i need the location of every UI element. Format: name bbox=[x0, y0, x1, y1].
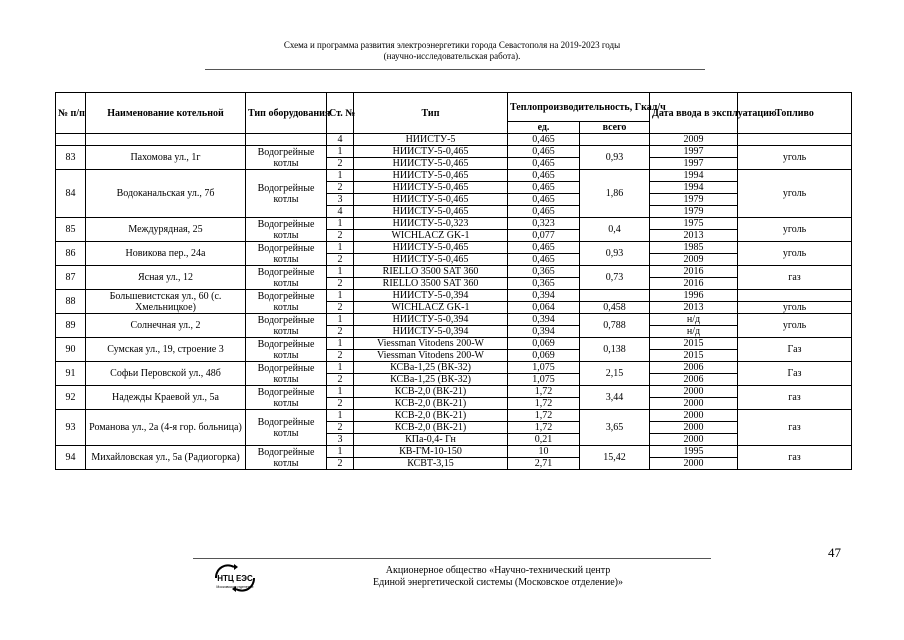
header-divider bbox=[205, 69, 705, 70]
cell-station-number: 3 bbox=[327, 434, 354, 446]
cell-date: н/д bbox=[650, 326, 738, 338]
col-header-station-number: Ст. № bbox=[327, 93, 354, 134]
cell-type: КСВТ-3,15 bbox=[354, 458, 508, 470]
cell-capacity-unit: 0,465 bbox=[508, 134, 580, 146]
cell-type: КСВ-2,0 (ВК-21) bbox=[354, 386, 508, 398]
cell-capacity-unit: 0,394 bbox=[508, 314, 580, 326]
cell-fuel: уголь bbox=[738, 218, 852, 242]
table-row bbox=[56, 386, 852, 398]
cell-date: 1979 bbox=[650, 206, 738, 218]
cell-num: 92 bbox=[56, 386, 86, 410]
cell-date: 1997 bbox=[650, 158, 738, 170]
cell-capacity-unit: 0,465 bbox=[508, 170, 580, 182]
cell-date: 2009 bbox=[650, 134, 738, 146]
cell-fuel: уголь bbox=[738, 242, 852, 266]
cell-fuel bbox=[738, 134, 852, 146]
cell-date: 2016 bbox=[650, 266, 738, 278]
cell-capacity-unit: 0,069 bbox=[508, 350, 580, 362]
cell-boiler-name: Большевистская ул., 60 (с. Хмельницкое) bbox=[86, 290, 246, 314]
cell-station-number: 2 bbox=[327, 182, 354, 194]
cell-boiler-name: Романова ул., 2а (4-я гор. больница) bbox=[86, 410, 246, 446]
logo-subtext: Московское отделение bbox=[216, 585, 254, 589]
cell-equipment: Водогрейные котлы bbox=[246, 266, 327, 290]
cell-capacity-unit: 1,72 bbox=[508, 398, 580, 410]
cell-capacity-unit: 0,323 bbox=[508, 218, 580, 230]
cell-station-number: 2 bbox=[327, 326, 354, 338]
cell-station-number: 1 bbox=[327, 386, 354, 398]
cell-date: 2013 bbox=[650, 302, 738, 314]
cell-capacity-total: 1,86 bbox=[580, 170, 650, 218]
cell-capacity-total: 0,4 bbox=[580, 218, 650, 242]
cell-num: 93 bbox=[56, 410, 86, 446]
table-row bbox=[56, 242, 852, 254]
cell-equipment: Водогрейные котлы bbox=[246, 410, 327, 446]
cell-boiler-name bbox=[86, 134, 246, 146]
cell-capacity-unit: 0,069 bbox=[508, 338, 580, 350]
cell-station-number: 2 bbox=[327, 398, 354, 410]
cell-date: 2016 bbox=[650, 278, 738, 290]
cell-date: 2000 bbox=[650, 398, 738, 410]
cell-date: 1994 bbox=[650, 182, 738, 194]
cell-capacity-unit: 0,064 bbox=[508, 302, 580, 314]
cell-boiler-name: Водоканальская ул., 7б bbox=[86, 170, 246, 218]
cell-type: WICHLACZ GK-1 bbox=[354, 302, 508, 314]
cell-fuel: Газ bbox=[738, 338, 852, 362]
cell-boiler-name: Ясная ул., 12 bbox=[86, 266, 246, 290]
cell-type: НИИСТУ-5-0,465 bbox=[354, 206, 508, 218]
cell-boiler-name: Надежды Краевой ул., 5а bbox=[86, 386, 246, 410]
cell-type: КСВ-2,0 (ВК-21) bbox=[354, 422, 508, 434]
table-row bbox=[56, 314, 852, 326]
cell-equipment: Водогрейные котлы bbox=[246, 146, 327, 170]
cell-capacity-unit: 1,075 bbox=[508, 374, 580, 386]
cell-type: НИИСТУ-5-0,465 bbox=[354, 170, 508, 182]
cell-date: н/д bbox=[650, 314, 738, 326]
cell-capacity-unit: 0,465 bbox=[508, 206, 580, 218]
cell-station-number: 1 bbox=[327, 218, 354, 230]
cell-num: 83 bbox=[56, 146, 86, 170]
cell-num: 87 bbox=[56, 266, 86, 290]
cell-equipment: Водогрейные котлы bbox=[246, 242, 327, 266]
cell-type: НИИСТУ-5-0,394 bbox=[354, 290, 508, 302]
cell-type: НИИСТУ-5-0,394 bbox=[354, 326, 508, 338]
cell-station-number: 1 bbox=[327, 410, 354, 422]
cell-date: 2006 bbox=[650, 362, 738, 374]
col-header-type: Тип bbox=[354, 93, 508, 134]
cell-station-number: 1 bbox=[327, 314, 354, 326]
cell-date: 2000 bbox=[650, 410, 738, 422]
cell-capacity-unit: 1,72 bbox=[508, 386, 580, 398]
cell-type: КВ-ГМ-10-150 bbox=[354, 446, 508, 458]
cell-capacity-unit: 1,72 bbox=[508, 410, 580, 422]
cell-capacity-total bbox=[580, 290, 650, 302]
cell-date: 2013 bbox=[650, 230, 738, 242]
cell-date: 2000 bbox=[650, 422, 738, 434]
page-number: 47 bbox=[828, 545, 841, 560]
cell-date: 2015 bbox=[650, 350, 738, 362]
cell-type: КСВ-2,0 (ВК-21) bbox=[354, 398, 508, 410]
cell-capacity-unit: 0,465 bbox=[508, 194, 580, 206]
cell-capacity-total: 0,93 bbox=[580, 242, 650, 266]
cell-type: НИИСТУ-5-0,465 bbox=[354, 146, 508, 158]
cell-capacity-total: 3,65 bbox=[580, 410, 650, 446]
cell-boiler-name: Новикова пер., 24а bbox=[86, 242, 246, 266]
table-row bbox=[56, 410, 852, 422]
cell-capacity-unit: 0,465 bbox=[508, 146, 580, 158]
cell-boiler-name: Михайловская ул., 5а (Радиогорка) bbox=[86, 446, 246, 470]
cell-capacity-total: 15,42 bbox=[580, 446, 650, 470]
cell-boiler-name: Пахомова ул., 1г bbox=[86, 146, 246, 170]
cell-type: НИИСТУ-5-0,465 bbox=[354, 242, 508, 254]
cell-type: НИИСТУ-5-0,394 bbox=[354, 314, 508, 326]
cell-capacity-total: 0,73 bbox=[580, 266, 650, 290]
table-row bbox=[56, 290, 852, 302]
footer-org-line2: Единой энергетической системы (Московское отделение)» bbox=[373, 577, 623, 588]
cell-num: 89 bbox=[56, 314, 86, 338]
document-header-title: Схема и программа развития электроэнергетики города Севастополя на 2019-2023 годы bbox=[283, 40, 621, 50]
cell-boiler-name: Софьи Перовской ул., 48б bbox=[86, 362, 246, 386]
cell-date: 1994 bbox=[650, 170, 738, 182]
cell-type: НИИСТУ-5-0,465 bbox=[354, 182, 508, 194]
cell-station-number: 1 bbox=[327, 290, 354, 302]
cell-equipment: Водогрейные котлы bbox=[246, 446, 327, 470]
cell-capacity-unit: 0,465 bbox=[508, 158, 580, 170]
cell-fuel: газ bbox=[738, 266, 852, 290]
table-row bbox=[56, 170, 852, 182]
cell-type: Viessman Vitodens 200-W bbox=[354, 338, 508, 350]
cell-station-number: 1 bbox=[327, 266, 354, 278]
footer-divider bbox=[193, 558, 711, 559]
col-header-date: Дата ввода в эксплуатацию bbox=[650, 93, 738, 134]
cell-equipment: Водогрейные котлы bbox=[246, 338, 327, 362]
cell-station-number: 2 bbox=[327, 254, 354, 266]
cell-station-number: 2 bbox=[327, 278, 354, 290]
table-row bbox=[56, 134, 852, 146]
cell-date: 2000 bbox=[650, 434, 738, 446]
cell-station-number: 4 bbox=[327, 134, 354, 146]
col-header-capacity-total: всего bbox=[580, 122, 650, 134]
cell-equipment bbox=[246, 134, 327, 146]
cell-capacity-unit: 0,077 bbox=[508, 230, 580, 242]
cell-capacity-unit: 0,465 bbox=[508, 254, 580, 266]
cell-fuel: уголь bbox=[738, 146, 852, 170]
col-header-name: Наименование котельной bbox=[86, 93, 246, 134]
cell-boiler-name: Междурядная, 25 bbox=[86, 218, 246, 242]
cell-type: КСВа-1,25 (ВК-32) bbox=[354, 362, 508, 374]
cell-type: КПа-0,4- Гн bbox=[354, 434, 508, 446]
cell-type: КСВа-1,25 (ВК-32) bbox=[354, 374, 508, 386]
cell-station-number: 1 bbox=[327, 242, 354, 254]
cell-date: 2015 bbox=[650, 338, 738, 350]
cell-type: НИИСТУ-5-0,323 bbox=[354, 218, 508, 230]
cell-date: 1997 bbox=[650, 146, 738, 158]
col-header-capacity: Теплопроизводительность, Гкал/ч bbox=[508, 93, 650, 122]
cell-fuel: газ bbox=[738, 446, 852, 470]
table-row bbox=[56, 146, 852, 158]
cell-capacity-unit: 1,075 bbox=[508, 362, 580, 374]
cell-fuel: уголь bbox=[738, 170, 852, 218]
boiler-table bbox=[55, 92, 852, 470]
cell-num: 88 bbox=[56, 290, 86, 314]
cell-capacity-unit: 0,394 bbox=[508, 326, 580, 338]
cell-date: 2000 bbox=[650, 458, 738, 470]
cell-num: 90 bbox=[56, 338, 86, 362]
logo-text: НТЦ ЕЭС bbox=[217, 574, 253, 583]
col-header-capacity-unit: ед. bbox=[508, 122, 580, 134]
cell-fuel: уголь bbox=[738, 302, 852, 314]
cell-station-number: 2 bbox=[327, 422, 354, 434]
cell-equipment: Водогрейные котлы bbox=[246, 362, 327, 386]
cell-fuel: уголь bbox=[738, 314, 852, 338]
ntc-ees-logo-icon bbox=[206, 562, 264, 594]
cell-station-number: 2 bbox=[327, 374, 354, 386]
footer-org-line1: Акционерное общество «Научно-технический центр bbox=[385, 565, 611, 576]
cell-station-number: 1 bbox=[327, 170, 354, 182]
cell-station-number: 2 bbox=[327, 158, 354, 170]
cell-type: RIELLO 3500 SAT 360 bbox=[354, 278, 508, 290]
cell-num: 94 bbox=[56, 446, 86, 470]
cell-station-number: 2 bbox=[327, 458, 354, 470]
cell-equipment: Водогрейные котлы bbox=[246, 218, 327, 242]
cell-equipment: Водогрейные котлы bbox=[246, 386, 327, 410]
cell-equipment: Водогрейные котлы bbox=[246, 290, 327, 314]
table-row bbox=[56, 446, 852, 458]
cell-date: 1975 bbox=[650, 218, 738, 230]
document-header-subtitle: (научно-исследовательская работа). bbox=[383, 51, 521, 61]
cell-date: 1985 bbox=[650, 242, 738, 254]
cell-fuel: газ bbox=[738, 410, 852, 446]
cell-boiler-name: Сумская ул., 19, строение 3 bbox=[86, 338, 246, 362]
cell-capacity-unit: 0,21 bbox=[508, 434, 580, 446]
cell-capacity-unit: 0,365 bbox=[508, 266, 580, 278]
col-header-equipment: Тип оборудования bbox=[246, 93, 327, 134]
cell-type: НИИСТУ-5-0,465 bbox=[354, 158, 508, 170]
table-row bbox=[56, 266, 852, 278]
cell-station-number: 1 bbox=[327, 446, 354, 458]
cell-capacity-unit: 0,365 bbox=[508, 278, 580, 290]
cell-capacity-total: 0,788 bbox=[580, 314, 650, 338]
cell-num: 91 bbox=[56, 362, 86, 386]
cell-fuel: газ bbox=[738, 386, 852, 410]
cell-num: 86 bbox=[56, 242, 86, 266]
cell-date: 1979 bbox=[650, 194, 738, 206]
cell-type: НИИСТУ-5 bbox=[354, 134, 508, 146]
cell-station-number: 3 bbox=[327, 194, 354, 206]
cell-capacity-total: 0,138 bbox=[580, 338, 650, 362]
cell-equipment: Водогрейные котлы bbox=[246, 170, 327, 218]
cell-fuel bbox=[738, 290, 852, 302]
cell-station-number: 1 bbox=[327, 362, 354, 374]
cell-station-number: 2 bbox=[327, 230, 354, 242]
cell-capacity-total: 3,44 bbox=[580, 386, 650, 410]
cell-type: Viessman Vitodens 200-W bbox=[354, 350, 508, 362]
table-row bbox=[56, 218, 852, 230]
cell-date: 1995 bbox=[650, 446, 738, 458]
cell-date: 1996 bbox=[650, 290, 738, 302]
cell-capacity-unit: 1,72 bbox=[508, 422, 580, 434]
cell-equipment: Водогрейные котлы bbox=[246, 314, 327, 338]
cell-num: 85 bbox=[56, 218, 86, 242]
table-row bbox=[56, 338, 852, 350]
cell-station-number: 4 bbox=[327, 206, 354, 218]
cell-capacity-unit: 0,394 bbox=[508, 290, 580, 302]
cell-station-number: 1 bbox=[327, 338, 354, 350]
cell-station-number: 2 bbox=[327, 350, 354, 362]
cell-type: КСВ-2,0 (ВК-21) bbox=[354, 410, 508, 422]
cell-station-number: 1 bbox=[327, 146, 354, 158]
cell-capacity-unit: 2,71 bbox=[508, 458, 580, 470]
cell-type: НИИСТУ-5-0,465 bbox=[354, 194, 508, 206]
cell-date: 2009 bbox=[650, 254, 738, 266]
cell-boiler-name: Солнечная ул., 2 bbox=[86, 314, 246, 338]
col-header-fuel: Топливо bbox=[738, 93, 852, 134]
cell-date: 2006 bbox=[650, 374, 738, 386]
cell-station-number: 2 bbox=[327, 302, 354, 314]
cell-type: НИИСТУ-5-0,465 bbox=[354, 254, 508, 266]
table-body bbox=[56, 134, 852, 470]
cell-capacity-total: 2,15 bbox=[580, 362, 650, 386]
cell-capacity-total: 0,458 bbox=[580, 302, 650, 314]
cell-capacity-unit: 0,465 bbox=[508, 242, 580, 254]
cell-num: 84 bbox=[56, 170, 86, 218]
cell-num bbox=[56, 134, 86, 146]
cell-fuel: Газ bbox=[738, 362, 852, 386]
cell-type: RIELLO 3500 SAT 360 bbox=[354, 266, 508, 278]
cell-capacity-total: 0,93 bbox=[580, 146, 650, 170]
cell-type: WICHLACZ GK-1 bbox=[354, 230, 508, 242]
col-header-num: № п/п bbox=[56, 93, 86, 134]
table-row bbox=[56, 362, 852, 374]
cell-capacity-unit: 10 bbox=[508, 446, 580, 458]
cell-capacity-total bbox=[580, 134, 650, 146]
cell-capacity-unit: 0,465 bbox=[508, 182, 580, 194]
cell-date: 2000 bbox=[650, 386, 738, 398]
